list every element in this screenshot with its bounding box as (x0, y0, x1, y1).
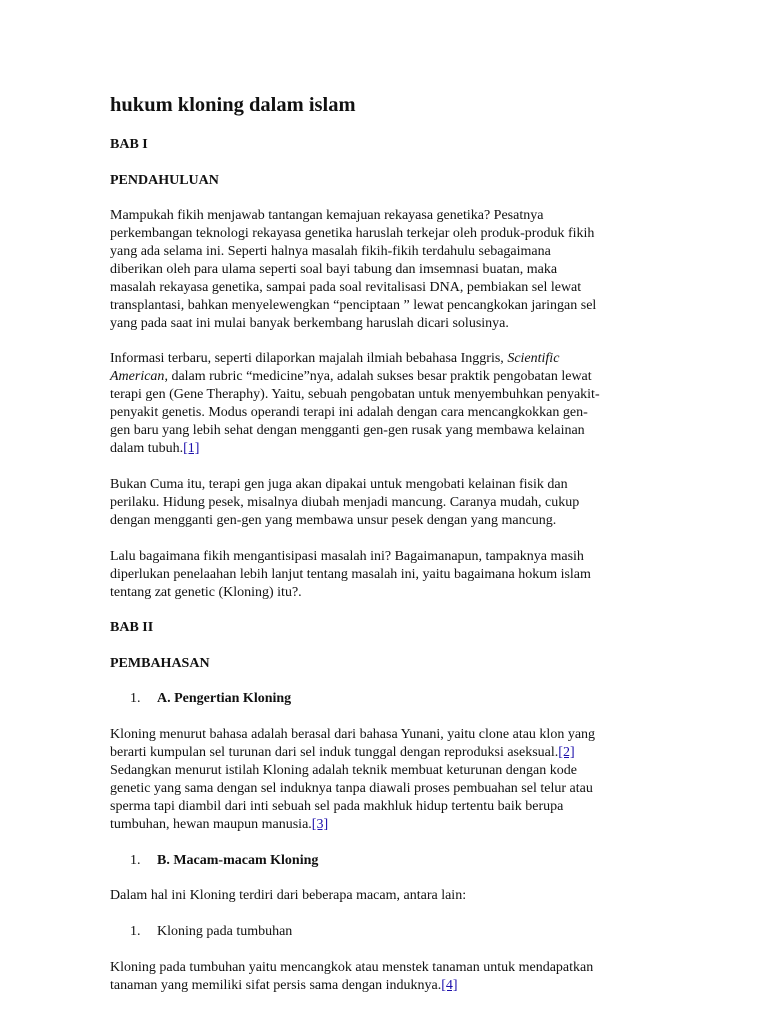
paragraph-intro (110, 207, 650, 333)
paragraph-text: tanaman yang memiliki sifat persis sama dengan induknya. (110, 978, 442, 993)
paragraph-line: Lalu bagaimana fikih mengantisipasi masalah ini? Bagaimanapun, tampaknya masih (110, 549, 584, 564)
paragraph-physical-defects (110, 476, 650, 530)
list-item-label: B. Macam-macam Kloning (157, 853, 319, 868)
footnote-link-1[interactable]: [1] (183, 441, 200, 456)
paragraph-line: diberikan oleh para ulama seperti soal bayi tabung dan imsemnasi buatan, maka (110, 262, 558, 277)
footnote-link-4[interactable]: [4] (441, 978, 458, 993)
list-item-macam-kloning (130, 852, 318, 870)
paragraph-line (110, 816, 650, 834)
paragraph-line: sperma tapi diambil dari inti sebuah sel pada makhluk hidup tertentu baik berupa (110, 799, 564, 814)
paragraph-line: penyakit genetis. Modus operandi terapi ini adalah dengan cara mencangkokkan gen- (110, 405, 588, 420)
paragraph-line (110, 744, 650, 762)
paragraph-line: yang pada saat ini mulai banyak berkembang haruslah dicari solusinya. (110, 316, 509, 331)
paragraph-line: gen baru yang lebih sehat dengan mengganti gen-gen rusak yang membawa kelainan (110, 423, 585, 438)
paragraph-line: Kloning menurut bahasa adalah berasal dari bahasa Yunani, yaitu clone atau klon yang (110, 727, 596, 742)
paragraph-line: diperlukan penelaahan lebih lanjut tentang masalah ini, yaitu bagaimana hokum islam (110, 567, 591, 582)
list-item-pengertian-kloning (130, 690, 291, 708)
paragraph-definition (110, 726, 650, 834)
footnote-link-3[interactable]: [3] (311, 817, 329, 832)
journal-name-italic: American (110, 369, 165, 384)
list-number: 1. (130, 853, 141, 868)
paragraph-text: berarti kumpulan sel turunan dari sel induk tunggal dengan reproduksi aseksual. (110, 745, 559, 760)
paragraph-text: tumbuhan, hewan maupun manusia. (110, 817, 312, 832)
paragraph-text: Informasi terbaru, seperti dilaporkan majalah ilmiah bebahasa Inggris, (110, 351, 508, 366)
footnote-link-2[interactable]: [2] (558, 745, 575, 760)
paragraph-gene-therapy (110, 350, 650, 458)
paragraph-types-intro: Dalam hal ini Kloning terdiri dari beberapa macam, antara lain: (110, 888, 467, 903)
paragraph-line: perilaku. Hidung pesek, misalnya diubah menjadi mancung. Caranya mudah, cukup (110, 495, 580, 510)
paragraph-line: Mampukah fikih menjawab tantangan kemajuan rekayasa genetika? Pesatnya (110, 208, 544, 223)
paragraph-fikih-question (110, 548, 650, 602)
paragraph-line: terapi gen (Gene Theraphy). Yaitu, sebuah pengobatan untuk menyembuhkan penyakit- (110, 387, 600, 402)
paragraph-plant-cloning (110, 959, 650, 995)
list-item-label: Kloning pada tumbuhan (157, 924, 293, 939)
list-number: 1. (130, 924, 141, 939)
chapter-heading-bab-2: BAB II (110, 620, 154, 635)
paragraph-text: , dalam rubric “medicine”nya, adalah sukses besar praktik pengobatan lewat (164, 369, 592, 384)
paragraph-text: dalam tubuh. (110, 441, 184, 456)
paragraph-line: Kloning pada tumbuhan yaitu mencangkok atau menstek tanaman untuk mendapatkan (110, 960, 594, 975)
paragraph-line: yang ada selama ini. Seperti halnya masalah fikih-fikih terdahulu sebagaimana (110, 244, 551, 259)
list-item-label: A. Pengertian Kloning (157, 691, 292, 706)
section-heading-pendahuluan: PENDAHULUAN (110, 173, 219, 188)
paragraph-line: transplantasi, bahkan menyelewengkan “penciptaan ” lewat pencangkokan jaringan sel (110, 298, 597, 313)
paragraph-line: genetic yang sama dengan sel induknya tanpa diawali proses pembuahan sel telur atau (110, 781, 593, 796)
journal-name-italic: Scientific (507, 351, 560, 366)
paragraph-line (110, 977, 650, 995)
list-number: 1. (130, 691, 141, 706)
list-item-kloning-tumbuhan (130, 923, 292, 941)
document-title: hukum kloning dalam islam (110, 94, 356, 116)
paragraph-line (110, 440, 650, 458)
paragraph-line: Bukan Cuma itu, terapi gen juga akan dipakai untuk mengobati kelainan fisik dan (110, 477, 568, 492)
paragraph-line: perkembangan teknologi rekayasa genetika haruslah terkejar oleh produk-produk fikih (110, 226, 595, 241)
paragraph-line: masalah rekayasa genetika, sampai pada soal revitalisasi DNA, pembiakan sel lewat (110, 280, 582, 295)
paragraph-line: Sedangkan menurut istilah Kloning adalah teknik membuat keturunan dengan kode (110, 763, 577, 778)
paragraph-line (110, 368, 650, 386)
section-heading-pembahasan: PEMBAHASAN (110, 656, 210, 671)
paragraph-line: dengan mengganti gen-gen yang membawa unsur pesek dengan yang mancung. (110, 513, 557, 528)
paragraph-line (110, 350, 650, 368)
paragraph-line: tentang zat genetic (Kloning) itu?. (110, 585, 302, 600)
chapter-heading-bab-1: BAB I (110, 137, 148, 152)
